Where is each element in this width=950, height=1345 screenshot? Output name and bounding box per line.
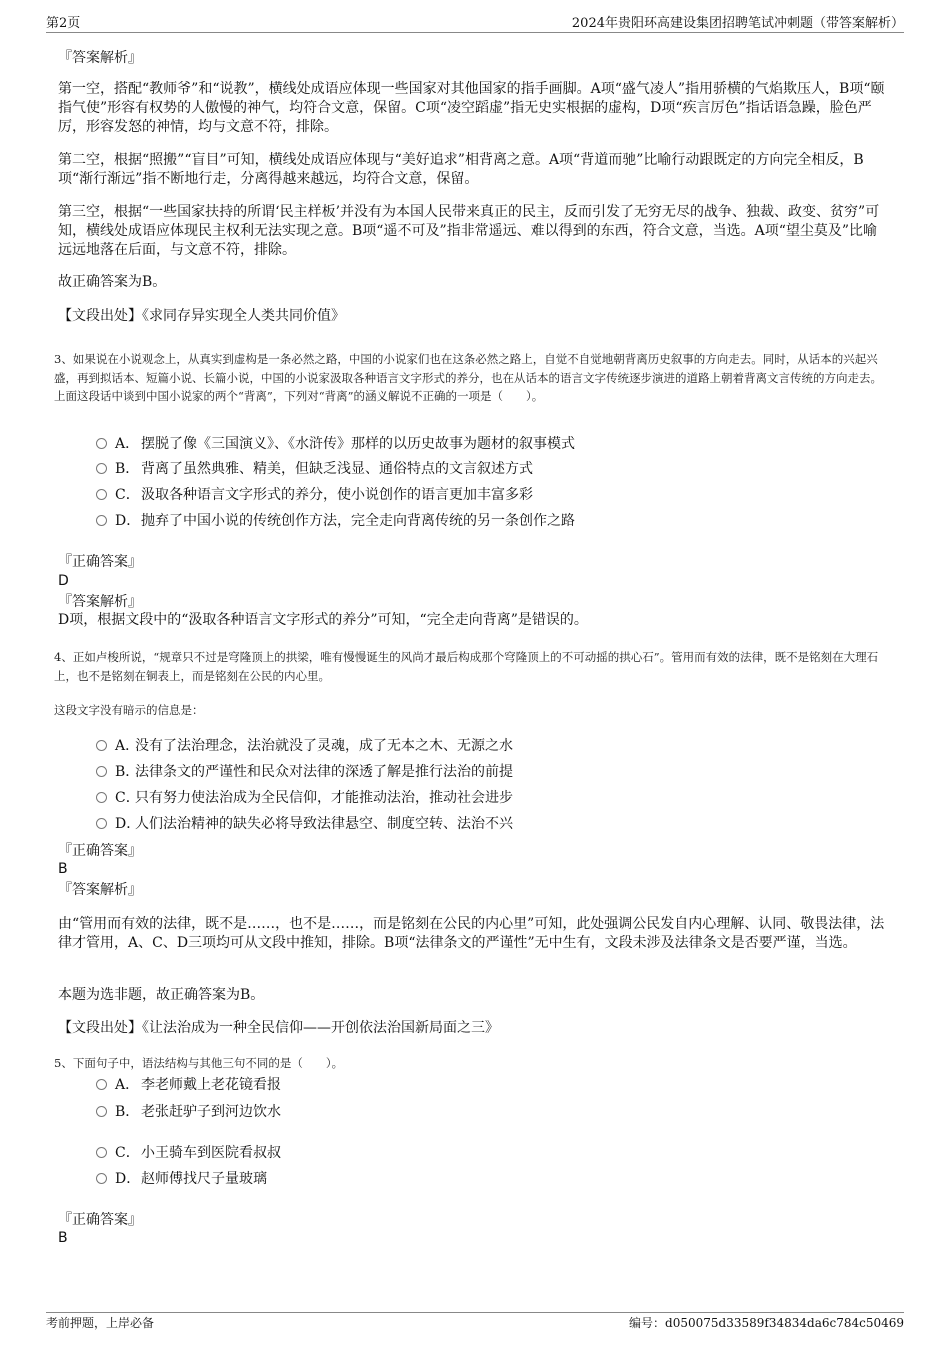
footer-slogan: 考前押题，上岸必备 <box>46 1316 155 1330</box>
question-5-option-c[interactable]: C．小王骑车到医院看叔叔 <box>96 1143 281 1163</box>
analysis-label: 『答案解析』 <box>58 594 142 610</box>
radio-icon[interactable] <box>96 1147 107 1158</box>
question-4-option-a[interactable]: A．没有了法治理念，法治就没了灵魂，成了无本之木、无源之水 <box>96 736 513 756</box>
correct-answer-value: D <box>58 573 69 589</box>
correct-answer-label: 『正确答案』 <box>58 1212 142 1228</box>
correct-answer-label: 『正确答案』 <box>58 554 142 570</box>
analysis-paragraph-3: 第三空，根据“一些国家扶持的所谓‘民主样板’并没有为本国人民带来真正的民主，反而引发了无穷无尽的战争、独裁、政变、贫穷”可知，横线处成语应体现民主权利无法实现之意。B项“遥不可及”指非常遥远、难以得到的东西，符合文意，当选。A项“望尘莫及”比喻远远地落在后面，与文意不符，排除。 <box>58 204 880 258</box>
radio-icon[interactable] <box>96 1106 107 1117</box>
question-4-prompt: 这段文字没有暗示的信息是： <box>54 703 204 717</box>
analysis-paragraph-2: 第二空，根据“照搬”“盲目”可知，横线处成语应体现与“美好追求”相背离之意。A项“背道而驰”比喻行动跟既定的方向完全相反，B项“渐行渐远”指不断地行走，分离得越来越远，均符合文意，保留。 <box>58 152 864 187</box>
answer-conclusion: 本题为选非题，故正确答案为B。 <box>58 987 265 1003</box>
correct-answer-value: B <box>58 861 68 877</box>
question-5-option-a[interactable]: A． 李老师戴上老花镜看报 <box>96 1075 281 1095</box>
analysis-paragraph-1: 第一空，搭配“教师爷”和“说教”，横线处成语应体现一些国家对其他国家的指手画脚。A项“盛气凌人”指用骄横的气焰欺压人，B项“颐指气使”形容有权势的人傲慢的神气，均符合文意，保留。C项“凌空蹈虚”指无史实根据的虚构，D项“疾言厉色”指话语急躁，脸色严厉，形容发怒的神情，均与文意不符，排除。 <box>58 81 885 135</box>
question-3-option-d[interactable]: D．抛弃了中国小说的传统创作方法，完全走向背离传统的另一条创作之路 <box>96 511 575 531</box>
header-divider <box>46 32 904 33</box>
question-4-analysis: 由“管用而有效的法律，既不是……，也不是……，而是铭刻在公民的内心里”可知，此处强调公民发自内心理解、认同、敬畏法律，法律才管用，A、C、D三项均可从文段中推知，排除。B项“法律条文的严谨性”无中生有，文段未涉及法律条文是否要严谨，当选。 <box>58 916 885 951</box>
question-5-option-d[interactable]: D．赵师傅找尺子量玻璃 <box>96 1169 267 1189</box>
radio-icon[interactable] <box>96 766 107 777</box>
source-citation: 【文段出处】《求同存异实现全人类共同价值》 <box>58 308 345 324</box>
document-title: 2024年贵阳环高建设集团招聘笔试冲刺题（带答案解析） <box>571 16 904 31</box>
radio-icon[interactable] <box>96 792 107 803</box>
radio-icon[interactable] <box>96 515 107 526</box>
radio-icon[interactable] <box>96 1173 107 1184</box>
correct-answer-value: B <box>58 1230 68 1246</box>
question-3-analysis: D项，根据文段中的“汲取各种语言文字形式的养分”可知，“完全走向背离”是错误的。 <box>58 612 588 628</box>
question-3-option-a[interactable]: A． 摆脱了像《三国演义》、《水浒传》那样的以历史故事为题材的叙事模式 <box>96 434 575 454</box>
question-3-option-c[interactable]: C．汲取各种语言文字形式的养分，使小说创作的语言更加丰富多彩 <box>96 485 533 505</box>
question-4-option-c[interactable]: C．只有努力使法治成为全民信仰，才能推动法治，推动社会进步 <box>96 788 513 808</box>
question-3-option-b[interactable]: B． 背离了虽然典雅、精美，但缺乏浅显、通俗特点的文言叙述方式 <box>96 459 533 479</box>
source-citation: 【文段出处】《让法治成为一种全民信仰——开创依法治国新局面之三》 <box>58 1020 499 1036</box>
radio-icon[interactable] <box>96 463 107 474</box>
radio-icon[interactable] <box>96 818 107 829</box>
question-4-stem: 4、正如卢梭所说，“规章只不过是穹隆顶上的拱梁，唯有慢慢诞生的风尚才最后构成那个穹隆顶上的不可动摇的拱心石”。管用而有效的法律，既不是铭刻在大理石上，也不是铭刻在铜表上，而是铭刻在公民的内心里。 <box>54 650 879 683</box>
question-4-option-d[interactable]: D．人们法治精神的缺失必将导致法律悬空、制度空转、法治不兴 <box>96 814 513 834</box>
question-5-option-b[interactable]: B． 老张赶驴子到河边饮水 <box>96 1102 281 1122</box>
question-4-option-b[interactable]: B．法律条文的严谨性和民众对法律的深透了解是推行法治的前提 <box>96 762 513 782</box>
answer-conclusion: 故正确答案为B。 <box>58 274 167 290</box>
page-header <box>0 0 950 34</box>
correct-answer-label: 『正确答案』 <box>58 843 142 859</box>
question-3-stem: 3、如果说在小说观念上，从真实到虚构是一条必然之路，中国的小说家们也在这条必然之路上，自觉不自觉地朝背离历史叙事的方向走去。同时，从话本的兴起兴盛，再到拟话本、短篇小说、长篇小说，中国的小说家汲取各种语言文字形式的养分，也在从话本的语言文字传统逐步演进的道路上朝着背离文言传统的方向走去。 <box>54 352 882 385</box>
question-3-prompt: 上面这段话中谈到中国小说家的两个“背离”，下列对“背离”的涵义解说不正确的一项是（ ）。 <box>54 389 544 403</box>
radio-icon[interactable] <box>96 438 107 449</box>
radio-icon[interactable] <box>96 489 107 500</box>
document-id: 编号：d050075d33589f34834da6c784c50469 <box>629 1316 904 1330</box>
question-5-prompt: 5、下面句子中，语法结构与其他三句不同的是（ ）。 <box>54 1056 344 1070</box>
radio-icon[interactable] <box>96 740 107 751</box>
analysis-label: 『答案解析』 <box>58 50 142 66</box>
footer-divider <box>46 1312 904 1313</box>
page-number: 第2页 <box>46 16 81 31</box>
analysis-label: 『答案解析』 <box>58 882 142 898</box>
radio-icon[interactable] <box>96 1079 107 1090</box>
